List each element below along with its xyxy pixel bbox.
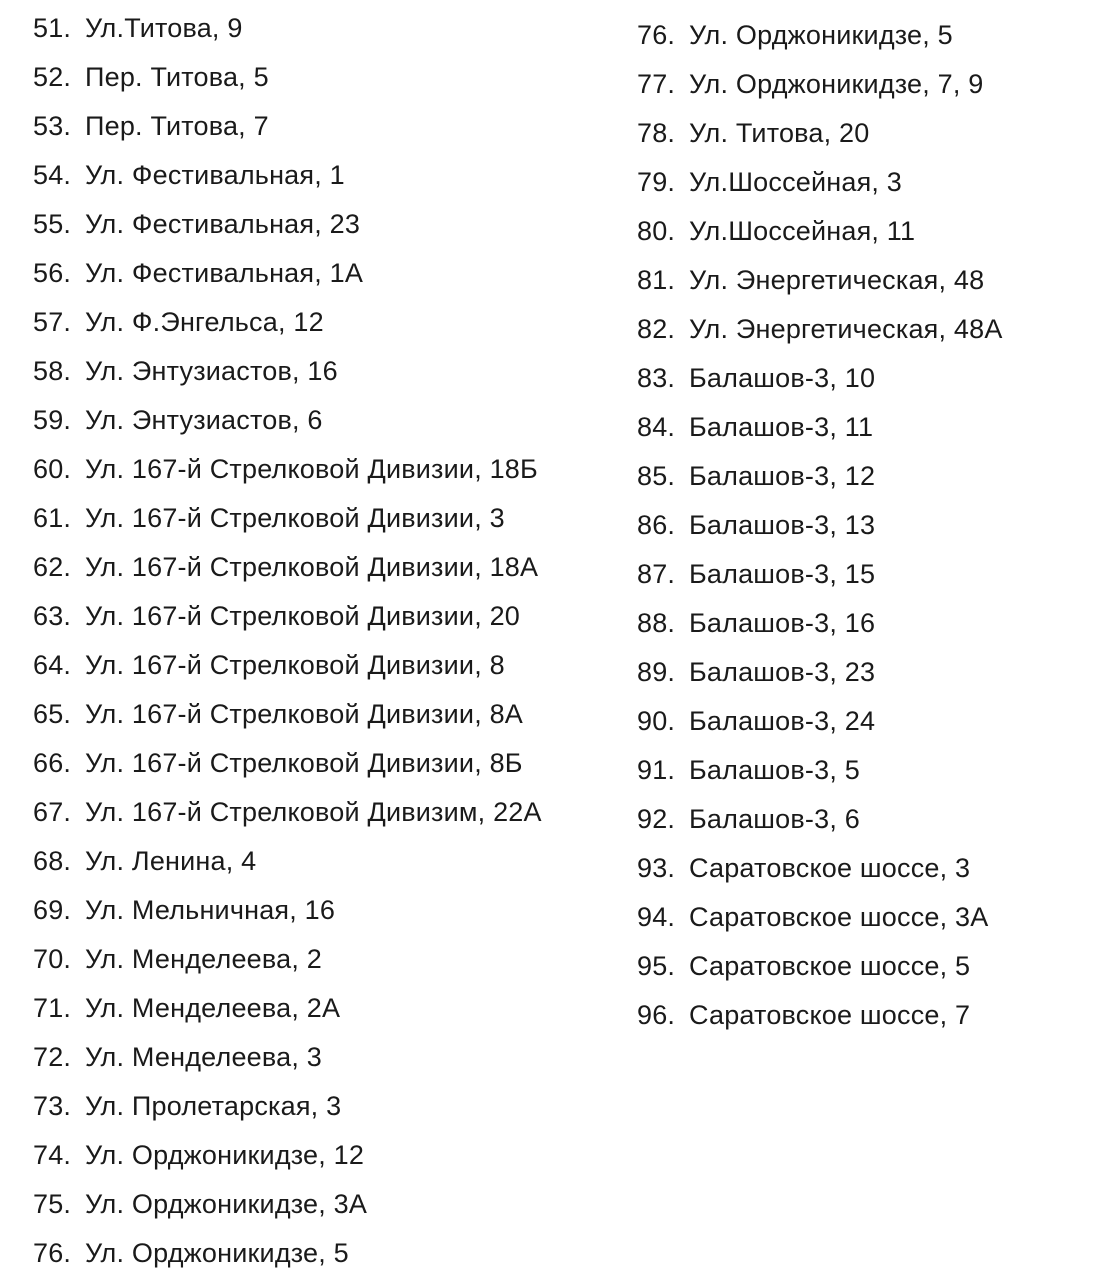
item-number: 85. <box>637 461 676 491</box>
item-number: 93. <box>637 853 676 883</box>
address-list-item <box>637 63 1087 112</box>
item-address: Ул. Менделеева, 2 <box>85 944 322 974</box>
item-address: Балашов-3, 12 <box>689 461 876 491</box>
item-address: Ул.Шоссейная, 3 <box>689 167 903 197</box>
item-number: 54. <box>33 160 72 190</box>
item-address: Ул. Менделеева, 3 <box>85 1042 322 1072</box>
item-address: Балашов-3, 6 <box>689 804 860 834</box>
address-list-item <box>33 840 603 889</box>
item-number: 75. <box>33 1189 72 1219</box>
item-address: Ул. Энтузиастов, 16 <box>85 356 338 386</box>
item-number: 89. <box>637 657 676 687</box>
item-address: Ул. 167-й Стрелковой Дивизии, 18А <box>85 552 539 582</box>
address-list-item <box>33 742 603 791</box>
address-list-item <box>33 154 603 203</box>
address-list-item <box>637 847 1087 896</box>
address-list-item <box>33 105 603 154</box>
item-number: 84. <box>637 412 676 442</box>
address-list-item <box>33 546 603 595</box>
item-address: Пер. Титова, 5 <box>85 62 269 92</box>
address-list-item <box>637 455 1087 504</box>
address-list-item <box>33 1183 603 1232</box>
item-address: Ул. Орджоникидзе, 5 <box>85 1238 349 1268</box>
item-address: Ул. Энергетическая, 48 <box>689 265 985 295</box>
item-address: Ул. Энергетическая, 48А <box>689 314 1003 344</box>
address-list-right-column <box>637 14 1087 1043</box>
address-list-item <box>637 651 1087 700</box>
item-number: 52. <box>33 62 72 92</box>
item-address: Ул. Менделеева, 2А <box>85 993 341 1023</box>
address-list-item <box>637 602 1087 651</box>
item-number: 64. <box>33 650 72 680</box>
item-address: Ул. Энтузиастов, 6 <box>85 405 323 435</box>
address-list-item <box>637 259 1087 308</box>
address-list-item <box>637 945 1087 994</box>
item-address: Ул. Ф.Энгельса, 12 <box>85 307 324 337</box>
address-list-item <box>33 938 603 987</box>
address-list-item <box>637 406 1087 455</box>
item-number: 67. <box>33 797 72 827</box>
item-number: 57. <box>33 307 72 337</box>
address-list-item <box>33 1134 603 1183</box>
address-list-item <box>33 1085 603 1134</box>
item-number: 56. <box>33 258 72 288</box>
item-number: 71. <box>33 993 72 1023</box>
address-list-item <box>33 1036 603 1085</box>
item-address: Ул. 167-й Стрелковой Дивизим, 22А <box>85 797 542 827</box>
item-address: Саратовское шоссе, 7 <box>689 1000 971 1030</box>
address-list-item <box>33 693 603 742</box>
item-number: 62. <box>33 552 72 582</box>
item-address: Саратовское шоссе, 5 <box>689 951 971 981</box>
address-list-item <box>33 595 603 644</box>
item-address: Ул. Ленина, 4 <box>85 846 257 876</box>
item-address: Ул. Фестивальная, 1 <box>85 160 345 190</box>
item-address: Балашов-3, 11 <box>689 412 874 442</box>
item-address: Ул. Пролетарская, 3 <box>85 1091 342 1121</box>
item-address: Ул. 167-й Стрелковой Дивизии, 8Б <box>85 748 523 778</box>
address-list-item <box>637 357 1087 406</box>
item-number: 83. <box>637 363 676 393</box>
address-list-item <box>637 14 1087 63</box>
address-list-item <box>33 203 603 252</box>
address-list-item <box>637 896 1087 945</box>
address-list-item <box>637 700 1087 749</box>
item-address: Ул. Мельничная, 16 <box>85 895 336 925</box>
item-number: 65. <box>33 699 72 729</box>
item-address: Балашов-3, 10 <box>689 363 876 393</box>
address-list-item <box>637 553 1087 602</box>
item-address: Балашов-3, 16 <box>689 608 876 638</box>
item-number: 55. <box>33 209 72 239</box>
item-number: 96. <box>637 1000 676 1030</box>
address-list-item <box>33 987 603 1036</box>
address-list-item <box>33 791 603 840</box>
item-address: Ул. Орджоникидзе, 3А <box>85 1189 368 1219</box>
item-address: Ул. Орджоникидзе, 7, 9 <box>689 69 984 99</box>
item-number: 58. <box>33 356 72 386</box>
item-number: 86. <box>637 510 676 540</box>
address-list-item <box>33 399 603 448</box>
item-number: 76. <box>33 1238 72 1268</box>
address-list-item <box>33 56 603 105</box>
item-number: 70. <box>33 944 72 974</box>
item-address: Ул. Орджоникидзе, 5 <box>689 20 953 50</box>
item-address: Ул. 167-й Стрелковой Дивизии, 8 <box>85 650 505 680</box>
item-address: Балашов-3, 15 <box>689 559 876 589</box>
item-number: 72. <box>33 1042 72 1072</box>
item-number: 77. <box>637 69 676 99</box>
address-list-item <box>33 252 603 301</box>
item-number: 60. <box>33 454 72 484</box>
item-number: 61. <box>33 503 72 533</box>
address-list-item <box>33 889 603 938</box>
address-list-item <box>637 308 1087 357</box>
item-number: 94. <box>637 902 676 932</box>
item-address: Балашов-3, 23 <box>689 657 876 687</box>
item-number: 82. <box>637 314 676 344</box>
address-list-item <box>637 210 1087 259</box>
item-address: Ул. Орджоникидзе, 12 <box>85 1140 365 1170</box>
address-list-item <box>33 1232 603 1281</box>
address-list-item <box>33 644 603 693</box>
item-address: Ул. 167-й Стрелковой Дивизии, 3 <box>85 503 505 533</box>
item-number: 78. <box>637 118 676 148</box>
item-number: 76. <box>637 20 676 50</box>
item-number: 59. <box>33 405 72 435</box>
item-number: 51. <box>33 13 72 43</box>
address-list-item <box>33 7 603 56</box>
item-number: 74. <box>33 1140 72 1170</box>
item-number: 87. <box>637 559 676 589</box>
item-number: 79. <box>637 167 676 197</box>
item-address: Ул. 167-й Стрелковой Дивизии, 8А <box>85 699 524 729</box>
item-address: Ул. Титова, 20 <box>689 118 870 148</box>
item-address: Ул. Фестивальная, 23 <box>85 209 361 239</box>
item-address: Ул. Фестивальная, 1А <box>85 258 364 288</box>
item-number: 81. <box>637 265 676 295</box>
address-list-item <box>637 504 1087 553</box>
item-address: Ул. 167-й Стрелковой Дивизии, 20 <box>85 601 521 631</box>
item-address: Пер. Титова, 7 <box>85 111 269 141</box>
address-list-item <box>637 798 1087 847</box>
address-list-item <box>637 749 1087 798</box>
item-address: Балашов-3, 13 <box>689 510 876 540</box>
item-number: 91. <box>637 755 676 785</box>
item-number: 80. <box>637 216 676 246</box>
item-address: Ул.Титова, 9 <box>85 13 243 43</box>
address-list-left-column <box>33 7 603 1281</box>
item-address: Балашов-3, 5 <box>689 755 860 785</box>
address-list-item <box>33 301 603 350</box>
address-list-item <box>33 497 603 546</box>
item-number: 66. <box>33 748 72 778</box>
item-number: 73. <box>33 1091 72 1121</box>
item-number: 88. <box>637 608 676 638</box>
item-address: Саратовское шоссе, 3А <box>689 902 989 932</box>
item-address: Саратовское шоссе, 3 <box>689 853 971 883</box>
item-address: Ул.Шоссейная, 11 <box>689 216 916 246</box>
item-number: 68. <box>33 846 72 876</box>
address-list-item <box>637 112 1087 161</box>
item-address: Ул. 167-й Стрелковой Дивизии, 18Б <box>85 454 538 484</box>
address-list-item <box>637 994 1087 1043</box>
item-address: Балашов-3, 24 <box>689 706 876 736</box>
address-list-item <box>637 161 1087 210</box>
item-number: 90. <box>637 706 676 736</box>
item-number: 92. <box>637 804 676 834</box>
item-number: 69. <box>33 895 72 925</box>
item-number: 53. <box>33 111 72 141</box>
address-list-item <box>33 448 603 497</box>
address-list-item <box>33 350 603 399</box>
item-number: 63. <box>33 601 72 631</box>
item-number: 95. <box>637 951 676 981</box>
